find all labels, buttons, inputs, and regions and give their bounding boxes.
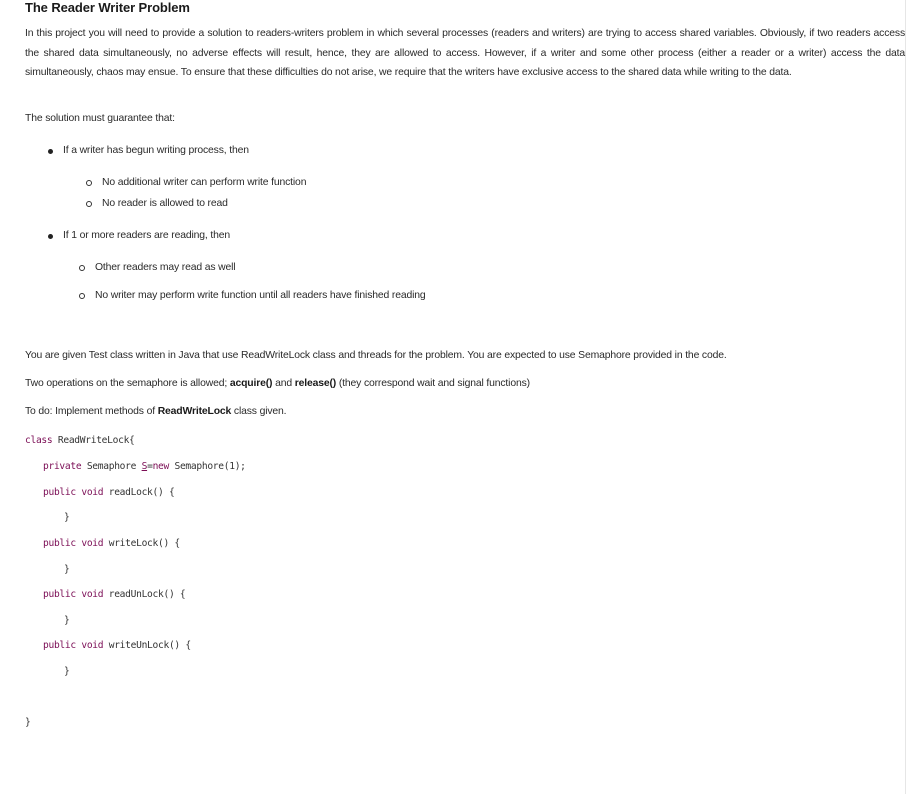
ops-and: and	[272, 378, 295, 389]
bullet-item-writer: If a writer has begun writing process, then	[63, 145, 249, 156]
code-keyword: public	[43, 538, 76, 549]
release-label: release()	[294, 378, 337, 389]
todo-post: class given.	[231, 406, 287, 417]
code-keyword: void	[81, 640, 104, 651]
ops-text-post: (they correspond wait and signal functions)	[336, 378, 530, 389]
bullet-disc-icon	[48, 149, 53, 154]
code-close-brace: }	[64, 512, 70, 523]
todo-pre: To do: Implement methods of	[25, 406, 158, 417]
sub-bullet-item: No writer may perform write function until all readers have finished reading	[95, 290, 426, 301]
todo-paragraph	[25, 406, 286, 417]
code-variable: S	[141, 461, 148, 472]
code-close-brace: }	[64, 615, 70, 626]
code-keyword: class	[25, 435, 53, 446]
code-keyword: public	[43, 487, 76, 498]
code-type: Semaphore	[81, 461, 142, 472]
code-keyword: private	[43, 461, 82, 472]
code-method-signature: writeUnLock() {	[103, 640, 191, 651]
bullet-circle-icon	[86, 201, 92, 207]
code-keyword: new	[152, 461, 169, 472]
intro-paragraph: In this project you will need to provide a solution to readers-writers problem in which several processes (readers and writers) are trying to access shared variables. Obviously, if two readers access the shared data simultaneously, no adverse effects will result, hence, they are allowed to access. However, if a writer and some other process (either a reader or a writer) access the data simultaneously, chaos may ensue. To ensure that these difficulties do not arise, we require that the writers have exclusive access to the shared data while writing to the data.	[25, 28, 905, 78]
code-field-declaration	[43, 461, 246, 472]
code-close-brace: }	[64, 564, 70, 575]
code-class-close-brace: }	[25, 717, 31, 728]
acquire-label: acquire()	[229, 378, 273, 389]
bullet-circle-icon	[79, 265, 85, 271]
code-close-brace: }	[64, 666, 70, 677]
code-method-signature: readUnLock() {	[103, 589, 186, 600]
code-class-declaration	[25, 435, 135, 446]
bullet-disc-icon	[48, 234, 53, 239]
sub-bullet-item: No additional writer can perform write function	[102, 177, 307, 188]
bullet-circle-icon	[79, 293, 85, 299]
sub-bullet-item: Other readers may read as well	[95, 262, 236, 273]
operations-paragraph	[25, 378, 530, 389]
code-method-readunlock	[43, 589, 185, 600]
given-paragraph: You are given Test class written in Java that use ReadWriteLock class and threads for the problem. You are expected to use Semaphore provided in the code.	[25, 350, 727, 361]
code-method-writelock	[43, 538, 180, 549]
code-keyword: public	[43, 589, 76, 600]
bullet-circle-icon	[86, 180, 92, 186]
code-keyword: void	[81, 487, 104, 498]
todo-class-name: ReadWriteLock	[157, 406, 232, 417]
code-keyword: public	[43, 640, 76, 651]
code-keyword: void	[81, 538, 104, 549]
code-class-name: ReadWriteLock{	[52, 435, 135, 446]
code-assign: =	[147, 461, 153, 472]
guarantee-heading: The solution must guarantee that:	[25, 113, 175, 124]
code-method-signature: readLock() {	[103, 487, 175, 498]
page-title: The Reader Writer Problem	[25, 0, 190, 15]
code-method-writeunlock	[43, 640, 191, 651]
code-constructor: Semaphore(1);	[169, 461, 246, 472]
ops-text-pre: Two operations on the semaphore is allowed;	[25, 378, 230, 389]
code-method-signature: writeLock() {	[103, 538, 180, 549]
sub-bullet-item: No reader is allowed to read	[102, 198, 228, 209]
bullet-item-readers: If 1 or more readers are reading, then	[63, 230, 230, 241]
code-method-readlock	[43, 487, 174, 498]
code-keyword: void	[81, 589, 104, 600]
